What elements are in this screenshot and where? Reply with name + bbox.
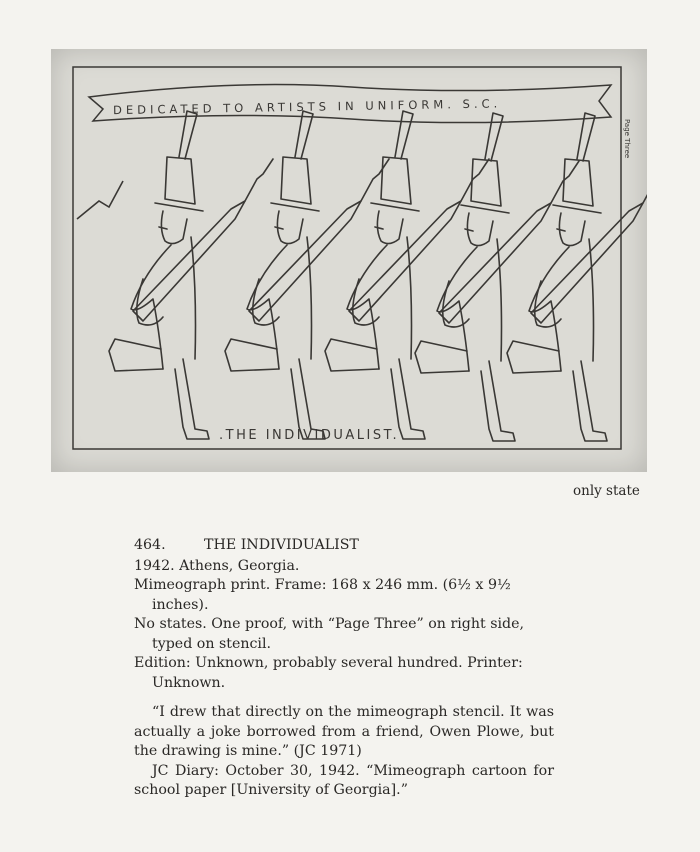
cartoon-drawing (51, 49, 647, 472)
soldier-figure (225, 111, 389, 439)
soldier-figure (415, 113, 579, 441)
soldier-figure (109, 111, 273, 439)
states-description: No states. One proof, with “Page Three” on right side, typed on stencil. (134, 616, 525, 652)
catalog-number: 464. (134, 537, 166, 553)
state-label: only state (573, 483, 640, 499)
mimeograph-print-image (51, 49, 647, 472)
banner-text: DEDICATED TO ARTISTS IN UNIFORM. S.C. (112, 96, 502, 118)
rifle-tip (77, 181, 123, 219)
medium-description: Mimeograph print. Frame: 168 x 246 mm. (6½ x 9½ inches). (134, 577, 511, 613)
soldier-figure (325, 111, 489, 439)
page-three-label: Page Three (623, 119, 631, 159)
frame-border (73, 67, 621, 449)
catalog-title: THE INDIVIDUALIST (204, 537, 359, 553)
artist-quote: “I drew that directly on the mimeograph stencil. It was actually a joke borrowed from a friend, Owen Plowe, but the drawing is mine.” (JC 1971) (134, 704, 554, 759)
catalog-header (134, 536, 554, 556)
edition-description: Edition: Unknown, probably several hundred. Printer: Unknown. (134, 655, 523, 691)
soldier-figure (507, 113, 647, 441)
date-place: 1942. Athens, Georgia. (134, 557, 300, 574)
commentary (134, 703, 554, 801)
diary-entry: JC Diary: October 30, 1942. “Mimeograph cartoon for school paper [University of Georgia].” (134, 762, 554, 798)
artwork-caption: .THE INDIVIDUALIST. (219, 428, 400, 443)
catalog-entry (134, 536, 554, 801)
